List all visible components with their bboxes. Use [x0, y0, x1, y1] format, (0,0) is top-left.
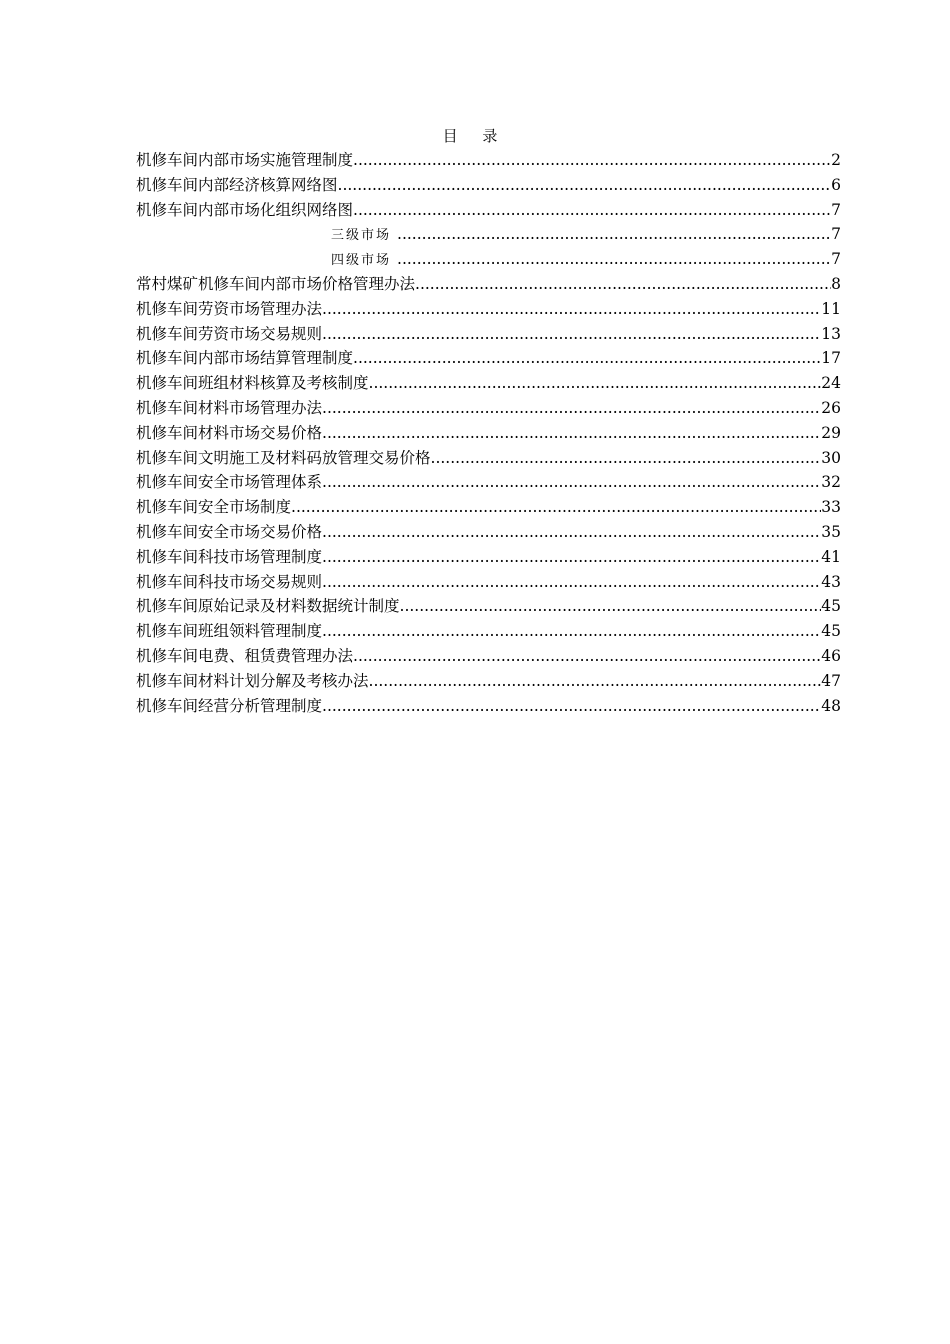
toc-page-number: 45 [821, 622, 841, 641]
toc-entry-title: 机修车间劳资市场交易规则 [136, 324, 323, 343]
toc-entry-title: 三级市场 [331, 228, 392, 244]
toc-entry-title: 机修车间经营分析管理制度 [136, 696, 323, 715]
toc-entry-title: 机修车间电费、租赁费管理办法 [136, 646, 354, 665]
toc-leader-dots [415, 272, 831, 297]
toc-page-number: 7 [831, 250, 841, 269]
toc-entry-title: 机修车间内部市场实施管理制度 [136, 151, 354, 169]
toc-entry[interactable] [136, 272, 841, 297]
toc-leader-dots [353, 148, 831, 173]
toc-entry[interactable] [136, 694, 841, 719]
toc-entry[interactable] [136, 198, 841, 223]
toc-leader-dots [322, 619, 821, 644]
toc-leader-dots [322, 396, 821, 421]
toc-page-number: 7 [831, 200, 841, 219]
toc-entry-title: 机修车间安全市场交易价格 [136, 522, 323, 541]
toc-page-number: 8 [831, 274, 841, 293]
toc-leader-dots [353, 346, 821, 371]
toc-entry-title: 机修车间材料计划分解及考核办法 [136, 671, 369, 690]
toc-entry-title: 四级市场 [331, 253, 392, 269]
toc-page-number: 11 [821, 299, 841, 318]
toc-leader-dots [322, 545, 821, 570]
toc-page-number: 45 [821, 597, 841, 616]
toc-entry[interactable] [136, 470, 841, 495]
toc-leader-dots [353, 644, 821, 669]
toc-entry-title: 机修车间安全市场管理体系 [136, 473, 323, 492]
toc-entry[interactable] [136, 371, 841, 396]
toc-page-number: 35 [821, 522, 841, 541]
table-of-contents [136, 148, 841, 718]
toc-leader-dots [322, 421, 821, 446]
toc-page-number: 46 [821, 646, 841, 665]
toc-leader-dots [369, 669, 822, 694]
toc-entry-title: 机修车间班组材料核算及考核制度 [136, 374, 369, 393]
toc-leader-dots [353, 198, 831, 223]
toc-entry-title: 机修车间劳资市场管理办法 [136, 299, 323, 318]
toc-page-number: 32 [821, 473, 841, 492]
toc-entry-title: 机修车间科技市场管理制度 [136, 547, 323, 566]
toc-entry[interactable] [136, 148, 841, 173]
toc-entry[interactable] [136, 520, 841, 545]
toc-leader-dots [322, 470, 821, 495]
toc-leader-dots [431, 446, 822, 471]
toc-page-number: 29 [821, 423, 841, 442]
toc-page-number: 6 [831, 175, 841, 194]
toc-leader-dots [397, 247, 831, 272]
toc-entry-title: 机修车间班组领料管理制度 [136, 622, 323, 641]
toc-leader-dots [322, 694, 821, 719]
toc-leader-dots [322, 520, 821, 545]
toc-page-number: 2 [831, 151, 841, 169]
toc-entry-title: 机修车间原始记录及材料数据统计制度 [136, 597, 400, 616]
toc-page-number: 43 [821, 572, 841, 591]
toc-entry[interactable] [136, 594, 841, 619]
toc-subentry[interactable] [136, 222, 841, 247]
toc-entry[interactable] [136, 346, 841, 371]
toc-page-number: 26 [821, 398, 841, 417]
toc-leader-dots [338, 173, 832, 198]
toc-page-number: 13 [821, 324, 841, 343]
toc-entry[interactable] [136, 545, 841, 570]
toc-entry[interactable] [136, 495, 841, 520]
toc-entry[interactable] [136, 173, 841, 198]
toc-page-number: 33 [821, 498, 841, 517]
toc-entry[interactable] [136, 570, 841, 595]
toc-entry[interactable] [136, 297, 841, 322]
toc-entry-title: 机修车间材料市场交易价格 [136, 423, 323, 442]
toc-entry-title: 机修车间内部市场结算管理制度 [136, 349, 354, 368]
toc-entry-title: 机修车间内部经济核算网络图 [136, 175, 338, 194]
toc-entry-title: 机修车间科技市场交易规则 [136, 572, 323, 591]
toc-leader-dots [369, 371, 822, 396]
toc-entry-title: 机修车间内部市场化组织网络图 [136, 200, 354, 219]
toc-entry-title: 机修车间材料市场管理办法 [136, 398, 323, 417]
toc-title: 目 录 [442, 127, 508, 145]
toc-leader-dots [397, 222, 831, 247]
toc-entry[interactable] [136, 669, 841, 694]
toc-leader-dots [291, 495, 821, 520]
toc-entry[interactable] [136, 396, 841, 421]
toc-page-number: 30 [821, 448, 841, 467]
toc-subentry[interactable] [136, 247, 841, 272]
toc-entry[interactable] [136, 421, 841, 446]
toc-entry[interactable] [136, 644, 841, 669]
toc-leader-dots [322, 322, 821, 347]
toc-page-number: 47 [821, 671, 841, 690]
toc-leader-dots [400, 594, 822, 619]
toc-entry[interactable] [136, 322, 841, 347]
toc-page-number: 48 [821, 696, 841, 715]
toc-page-number: 24 [821, 374, 841, 393]
toc-entry-title: 机修车间安全市场制度 [136, 498, 292, 517]
toc-page-number: 17 [821, 349, 841, 368]
toc-page-number: 7 [831, 225, 841, 244]
toc-entry-title: 机修车间文明施工及材料码放管理交易价格 [136, 448, 431, 467]
toc-page-number: 41 [821, 547, 841, 566]
toc-leader-dots [322, 297, 821, 322]
toc-entry[interactable] [136, 619, 841, 644]
toc-entry-title: 常村煤矿机修车间内部市场价格管理办法 [136, 274, 416, 293]
toc-entry[interactable] [136, 446, 841, 471]
toc-leader-dots [322, 570, 821, 595]
